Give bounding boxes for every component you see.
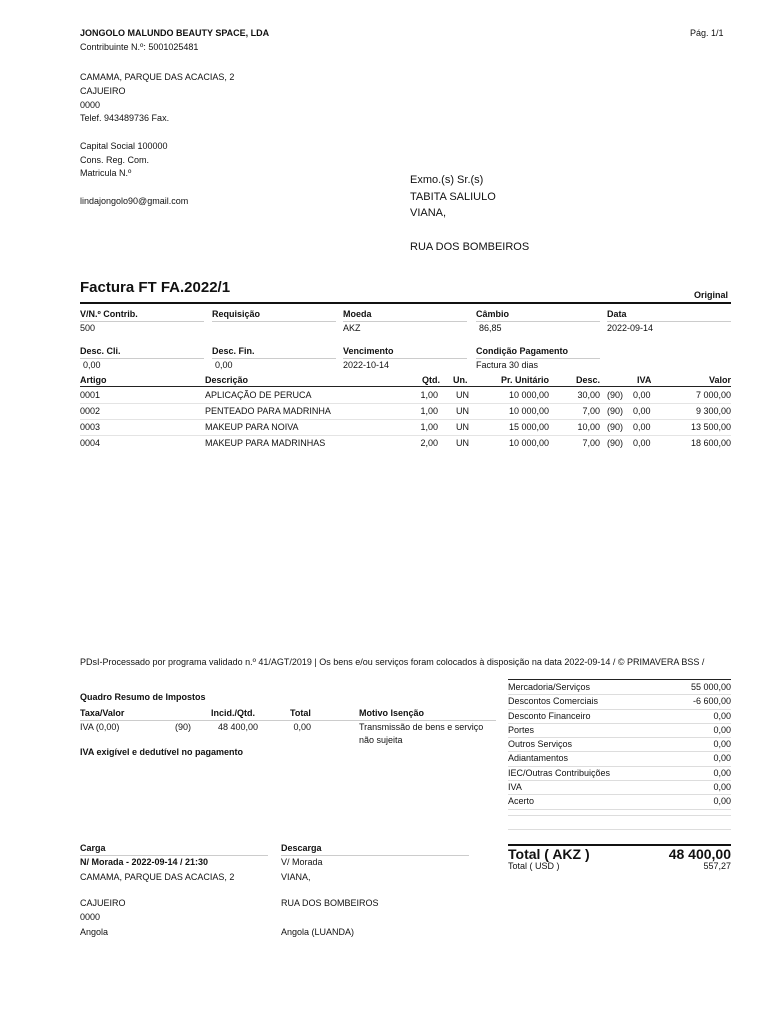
- row-preco: 10 000,00: [508, 438, 549, 448]
- row-descricao: APLICAÇÃO DE PERUCA: [205, 390, 312, 400]
- row-descricao: PENTEADO PARA MADRINHA: [205, 406, 331, 416]
- tax-col-motivo: Motivo Isenção: [359, 708, 425, 718]
- descarga-title: Descarga: [281, 843, 322, 853]
- company-address-2: CAJUEIRO: [80, 86, 126, 96]
- totals-value: 0,00: [713, 782, 731, 793]
- totals-value: 55 000,00: [690, 682, 731, 692]
- totals-row: [508, 695, 731, 709]
- info-label: Vencimento: [343, 346, 394, 356]
- recipient-salutation: Exmo.(s) Sr.(s): [410, 174, 484, 186]
- totals-label: Adiantamentos: [508, 753, 569, 764]
- info-label: Requisição: [212, 309, 261, 319]
- totals-label: IEC/Outras Contribuições: [508, 767, 611, 778]
- grand-total-value: 48 400,00: [668, 846, 731, 862]
- totals-row: [508, 724, 731, 738]
- row-desc: 7,00: [582, 406, 600, 416]
- totals-label: Descontos Comerciais: [508, 696, 599, 707]
- tax-col-taxa: Taxa/Valor: [80, 708, 125, 718]
- row-artigo: 0003: [80, 422, 101, 432]
- tax-motivo-line2: não sujeita: [359, 735, 403, 745]
- row-valor: 13 500,00: [690, 422, 731, 432]
- info-value: 0,00: [215, 360, 233, 370]
- row-desc: 30,00: [577, 390, 600, 400]
- totals-value: 0,00: [713, 724, 731, 735]
- row-isencao: (90): [607, 422, 624, 432]
- totals-value: 0,00: [713, 767, 731, 778]
- totals-label: IVA: [508, 782, 522, 793]
- totals-value: -6 600,00: [692, 696, 731, 707]
- row-isencao: (90): [607, 406, 624, 416]
- descarga-line1: V/ Morada: [281, 857, 323, 867]
- row-preco: 15 000,00: [508, 422, 549, 432]
- recipient-name: TABITA SALIULO: [410, 191, 496, 203]
- descarga-line2: VIANA,: [281, 872, 311, 882]
- company-email: lindajongolo90@gmail.com: [80, 196, 189, 206]
- totals-row: [508, 710, 731, 724]
- carga-line5: Angola: [80, 927, 109, 937]
- invoice-copy: Original: [694, 290, 729, 300]
- tax-motivo-line1: Transmissão de bens e serviço: [359, 722, 484, 732]
- info-value: 0,00: [83, 360, 101, 370]
- row-qtd: 1,00: [420, 390, 438, 400]
- usd-total-label: Total ( USD ): [508, 861, 560, 871]
- info-label: Condição Pagamento: [476, 346, 569, 356]
- recipient-street: RUA DOS BOMBEIROS: [410, 241, 530, 253]
- descarga-line3: RUA DOS BOMBEIROS: [281, 898, 379, 908]
- info-value: 86,85: [479, 323, 502, 333]
- tax-note: IVA exigível e dedutível no pagamento: [80, 747, 244, 757]
- row-artigo: 0002: [80, 406, 101, 416]
- totals-label: Acerto: [508, 796, 535, 807]
- tax-col-incid: Incid./Qtd.: [211, 708, 255, 718]
- totals-row: [508, 738, 731, 752]
- info-value: Factura 30 dias: [476, 360, 539, 370]
- row-iva: 0,00: [633, 422, 651, 432]
- totals-label: Mercadoria/Serviços: [508, 682, 591, 692]
- row-iva: 0,00: [633, 406, 651, 416]
- row-isencao: (90): [607, 390, 624, 400]
- info-value: 2022-10-14: [343, 360, 390, 370]
- totals-label: Outros Serviços: [508, 739, 573, 750]
- info-label: Moeda: [343, 309, 372, 319]
- row-desc: 7,00: [582, 438, 600, 448]
- row-desc: 10,00: [577, 422, 600, 432]
- row-artigo: 0001: [80, 390, 101, 400]
- row-un: UN: [456, 406, 469, 416]
- info-label: Data: [607, 309, 627, 319]
- tax-total-value: 0,00: [293, 722, 311, 732]
- tax-col-total: Total: [290, 708, 311, 718]
- company-cons: Cons. Reg. Com.: [80, 155, 150, 165]
- row-preco: 10 000,00: [508, 390, 549, 400]
- col-header-un: Un.: [453, 375, 468, 385]
- tax-taxa-value: IVA (0,00): [80, 722, 120, 732]
- row-descricao: MAKEUP PARA MADRINHAS: [205, 438, 326, 448]
- recipient-city: VIANA,: [410, 207, 447, 219]
- info-label: Desc. Fin.: [212, 346, 255, 356]
- totals-label: Portes: [508, 724, 535, 735]
- totals-row: [508, 752, 731, 766]
- info-value: 2022-09-14: [607, 323, 654, 333]
- info-value: 500: [80, 323, 96, 333]
- col-header-desc: Desc.: [575, 375, 600, 385]
- tax-incid-value: 48 400,00: [217, 722, 258, 732]
- row-un: UN: [456, 422, 469, 432]
- info-value: AKZ: [343, 323, 361, 333]
- tax-summary-title: Quadro Resumo de Impostos: [80, 692, 206, 702]
- row-valor: 9 300,00: [695, 406, 731, 416]
- row-descricao: MAKEUP PARA NOIVA: [205, 422, 299, 432]
- row-isencao: (90): [607, 438, 624, 448]
- carga-title: Carga: [80, 843, 106, 853]
- row-qtd: 1,00: [420, 422, 438, 432]
- col-header-qtd: Qtd.: [422, 375, 440, 385]
- usd-total-value: 557,27: [703, 861, 731, 871]
- totals-row: [508, 795, 731, 809]
- row-iva: 0,00: [633, 438, 651, 448]
- totals-value: 0,00: [713, 796, 731, 807]
- totals-label: Desconto Financeiro: [508, 710, 591, 721]
- totals-value: 0,00: [713, 753, 731, 764]
- company-nif: Contribuinte N.º: 5001025481: [80, 42, 199, 52]
- company-postal: 0000: [80, 100, 101, 110]
- totals-value: 0,00: [713, 739, 731, 750]
- grand-total-label: Total ( AKZ ): [508, 846, 590, 862]
- row-un: UN: [456, 438, 469, 448]
- totals-value: 0,00: [713, 710, 731, 721]
- company-phone: Telef. 943489736 Fax.: [80, 113, 170, 123]
- totals-list: [508, 681, 731, 810]
- totals-row: [508, 681, 731, 695]
- company-address-1: CAMAMA, PARQUE DAS ACACIAS, 2: [80, 72, 235, 82]
- carga-line4: 0000: [80, 912, 101, 922]
- row-artigo: 0004: [80, 438, 101, 448]
- row-iva: 0,00: [633, 390, 651, 400]
- carga-line1: N/ Morada - 2022-09-14 / 21:30: [80, 857, 209, 867]
- row-qtd: 2,00: [420, 438, 438, 448]
- row-un: UN: [456, 390, 469, 400]
- page-number: Pág. 1/1: [690, 28, 724, 38]
- row-qtd: 1,00: [420, 406, 438, 416]
- col-header-artigo: Artigo: [80, 375, 107, 385]
- totals-row: [508, 767, 731, 781]
- company-matricula: Matricula N.º: [80, 168, 132, 178]
- row-valor: 18 600,00: [690, 438, 731, 448]
- descarga-line4: Angola (LUANDA): [281, 927, 355, 937]
- col-header-iva: IVA: [637, 375, 652, 385]
- col-header-descricao: Descrição: [205, 375, 249, 385]
- company-capital: Capital Social 100000: [80, 141, 168, 151]
- processing-note: PDsI-Processado por programa validado n.º 41/AGT/2019 | Os bens e/ou serviços foram colocados à disposição na data 2022-09-14 / © PRIMAVERA BSS /: [80, 657, 705, 667]
- carga-line2: CAMAMA, PARQUE DAS ACACIAS, 2: [80, 872, 235, 882]
- info-label: Desc. Cli.: [80, 346, 121, 356]
- tax-code: (90): [175, 722, 192, 732]
- invoice-title: Factura FT FA.2022/1: [80, 279, 231, 296]
- company-name: JONGOLO MALUNDO BEAUTY SPACE, LDA: [80, 28, 270, 38]
- col-header-valor: Valor: [708, 375, 731, 385]
- carga-line3: CAJUEIRO: [80, 898, 126, 908]
- col-header-preco: Pr. Unitário: [500, 375, 549, 385]
- row-valor: 7 000,00: [695, 390, 731, 400]
- totals-row: [508, 781, 731, 795]
- info-label: V/N.º Contrib.: [80, 309, 138, 319]
- info-label: Câmbio: [476, 309, 510, 319]
- row-preco: 10 000,00: [508, 406, 549, 416]
